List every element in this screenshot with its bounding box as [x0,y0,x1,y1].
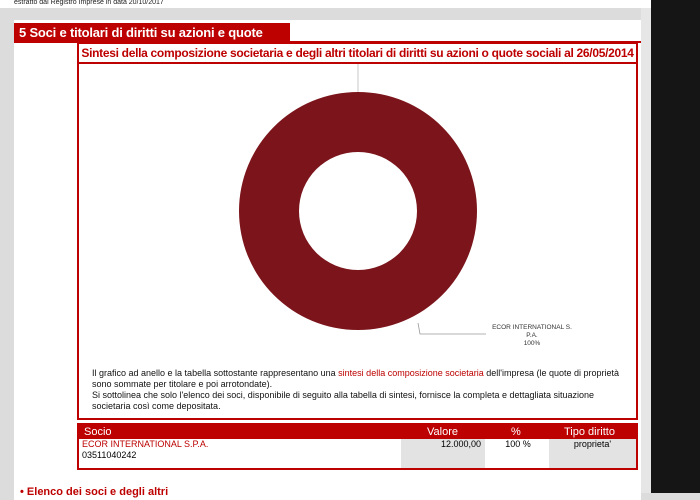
note-paragraph-2: Si sottolinea che solo l'elenco dei soci, disponibile di seguito alla tabella di sintesi, fornisce la completa e dettagliata situazione societaria così come depositata. [92,390,595,411]
header-socio: Socio [84,426,112,438]
chart-data-label [486,324,578,350]
partner-code: 03511040242 [82,450,137,460]
header-percent: % [511,426,521,438]
partners-summary-table [77,423,638,470]
header-valore: Valore [427,426,458,438]
panel-title: Sintesi della composizione societaria e degli altri titolari di diritti su azioni o quote sociali al 26/05/2014 [79,44,636,64]
chart-note [92,368,622,412]
next-section-label: Elenco dei soci e degli altri [26,486,169,498]
partner-name: ECOR INTERNATIONAL S.P.A. [82,439,209,449]
section-title: 5 Soci e titolari di diritti su azioni e quote [14,23,290,42]
chart-label-line-1: ECOR INTERNATIONAL S. [492,324,572,331]
header-tipo: Tipo diritto [564,426,615,438]
chart-label-value: 100% [523,340,541,347]
note-paragraph-1: Il grafico ad anello e la tabella sottostante rappresentano una sintesi della composizione societaria dell'impresa (le quote di proprietà sono sommate per titolare e poi arrotondate). [92,368,620,389]
chart-leader-line [418,323,486,334]
cell-socio [82,439,400,468]
cell-tipo: proprieta' [549,439,636,468]
next-section-title [20,486,168,498]
note-highlight: sintesi della composizione societaria [338,368,484,378]
cell-valore: 12.000,00 [401,439,485,468]
next-section-bullet: • [20,486,24,498]
donut-slice-ecor-international [239,92,477,330]
chart-label-line-2: P.A. [526,332,538,339]
table-header [79,425,636,439]
breadcrumb: estratto dal Registro Imprese in data 20/10/2017 [14,0,164,6]
cell-percent: 100 % [505,439,531,449]
